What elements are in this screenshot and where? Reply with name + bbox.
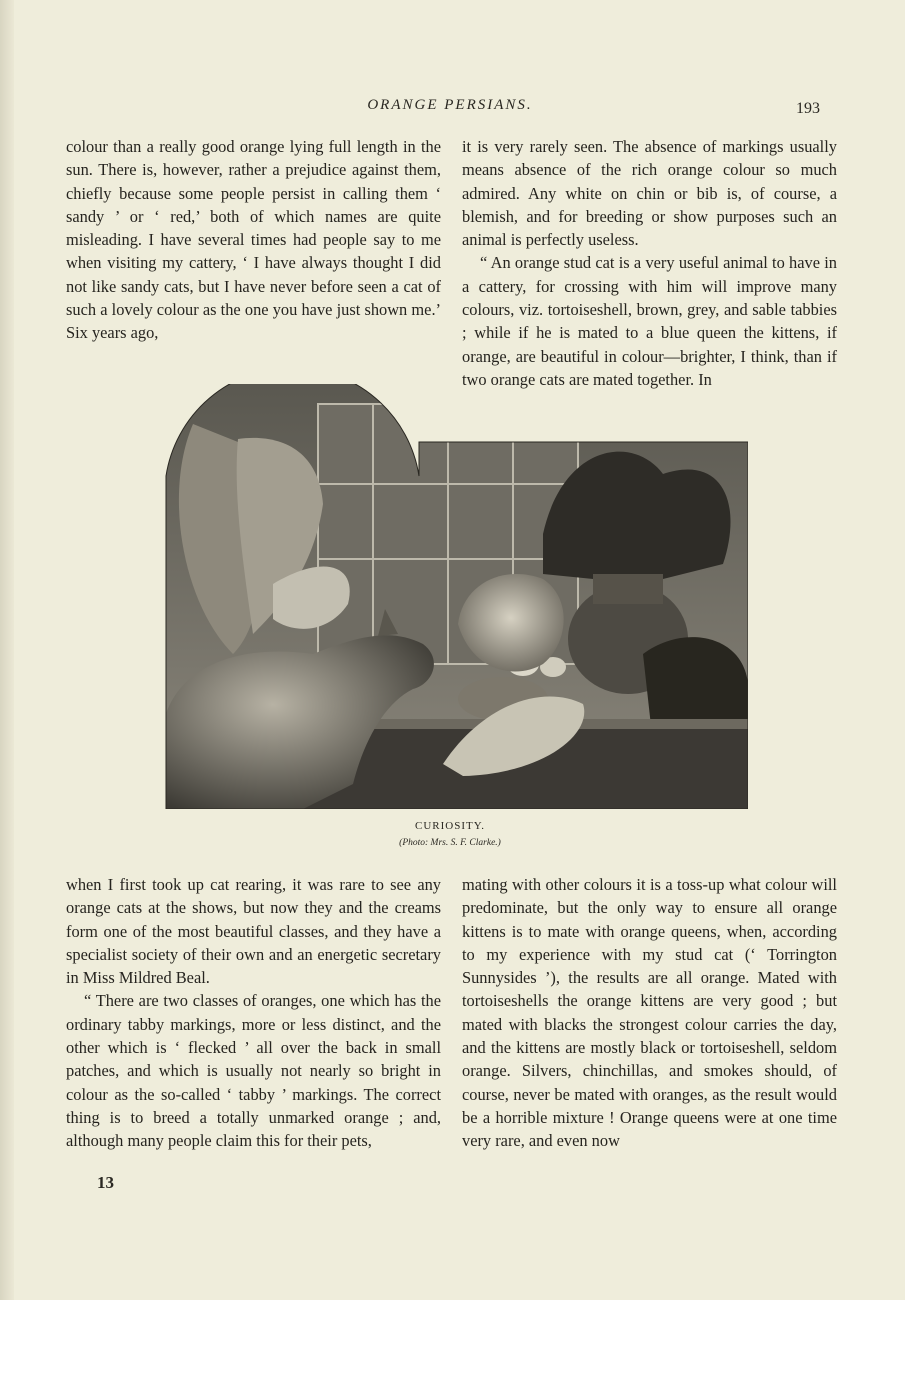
figure-credit: (Photo: Mrs. S. F. Clarke.) xyxy=(399,838,501,848)
running-title: ORANGE PERSIANS. xyxy=(367,97,533,113)
photo-curiosity xyxy=(123,384,748,809)
bottom-margin xyxy=(0,1300,905,1390)
paragraph: when I first took up cat rearing, it was rare to see any orange cats at the shows, but now they and the creams form one of the most beautiful classes, and they have a specialist society of their own and an energetic secretary in Miss Mildred Beal. xyxy=(66,875,441,988)
signature-mark: 13 xyxy=(97,1173,114,1192)
column-top-left xyxy=(66,135,441,345)
paragraph: “ An orange stud cat is a very useful animal to have in a cattery, for crossing with him will improve many colours, viz. tortoiseshell, brown, grey, and sable tabbies ; while if he is mated to a blue queen the kittens, if orange, are beautiful in colour—brighter, I think, than if two orange cats are mated together. In xyxy=(462,253,837,389)
figure-caption: CURIOSITY. xyxy=(414,820,485,832)
page-spine-shadow xyxy=(0,0,14,1300)
paragraph: colour than a really good orange lying full length in the sun. There is, however, rather a prejudice against them, chiefly because some people persist in calling them ‘ sandy ’ or ‘ red,’ both of which names are quite misleading. I have several times had people say to me when visiting my cattery, ‘ I have always thought I did not like sandy cats, but I have never before seen a cat of such a lovely colour as the one you have just shown me.’ Six years ago, xyxy=(66,137,441,343)
paragraph: “ There are two classes of oranges, one which has the ordinary tabby markings, more or less distinct, and the other which is ‘ flecked ’ all over the back in small patches, and which is usually not nearly so bright in colour as the so-called ‘ tabby ’ markings. The correct thing is to breed a totally unmarked orange ; and, although many people claim this for their pets, xyxy=(66,991,441,1151)
column-top-right xyxy=(462,135,837,391)
paragraph: it is very rarely seen. The absence of markings usually means absence of the rich orange colour so much admired. Any white on chin or bib is, of course, a blemish, and for breeding or show purposes such an animal is perfectly useless. xyxy=(462,137,837,250)
column-bottom-left xyxy=(66,873,441,1153)
paragraph: mating with other colours it is a toss-up what colour will predominate, but the only way to ensure all orange kittens is to mate with orange queens, when, according to my experience with my stud cat (‘ Torrington Sunnysides ’), the results are all orange. Mated with tortoiseshells the orange kittens are very good ; but mated with blacks the strongest colour carries the day, and the kittens are mostly black or tortoiseshell, seldom orange. Silvers, chinchillas, and smokes should, of course, never be mated with oranges, as the result would be a horrible mixture ! Orange queens were at one time very rare, and even now xyxy=(462,875,837,1151)
column-bottom-right xyxy=(462,873,837,1153)
page-number: 193 xyxy=(796,100,820,117)
jug-neck xyxy=(593,574,663,604)
